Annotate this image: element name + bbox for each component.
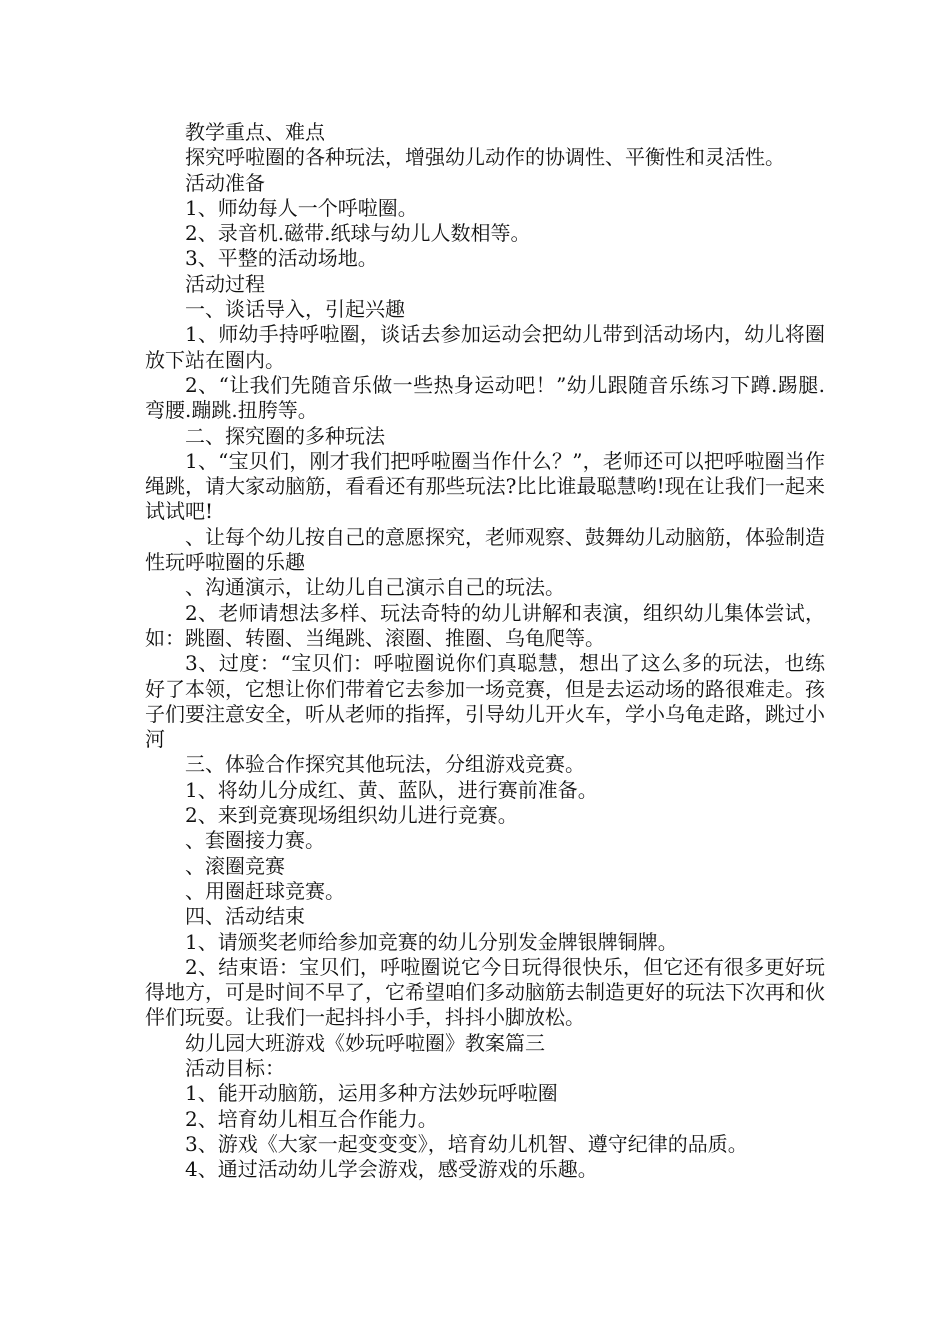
subsection-heading: 四、活动结束 (185, 904, 305, 929)
subsection-heading: 二、探究圈的多种玩法 (185, 423, 385, 448)
section-heading-preparation: 活动准备 (185, 170, 265, 195)
list-item: 、让每个幼儿按自己的意愿探究，老师观察、鼓舞幼儿动脑筋，体验制造性玩呼啦圈的乐趣 (145, 524, 825, 575)
list-item: 2、录音机.磁带.纸球与幼儿人数相等。 (185, 221, 531, 246)
list-item: 、用圈赶球竞赛。 (185, 878, 345, 903)
section-heading-process: 活动过程 (185, 271, 265, 296)
section-heading-focus: 教学重点、难点 (185, 120, 325, 144)
list-item: 、套圈接力赛。 (185, 828, 325, 853)
list-item: 3、游戏《大家一起变变变》，培育幼儿机智、遵守纪律的品质。 (185, 1131, 748, 1156)
list-item: 3、平整的活动场地。 (185, 246, 378, 271)
list-item: 2、结束语：宝贝们，呼啦圈说它今日玩得很快乐，但它还有很多更好玩得地方，可是时间不早了，它希望咱们多动脑筋去制造更好的玩法下次再和伙伴们玩耍。让我们一起抖抖小手，抖抖小脚放松。 (145, 954, 825, 1030)
list-item: 、滚圈竞赛 (185, 853, 285, 878)
list-item: 1、请颁奖老师给参加竞赛的幼儿分别发金牌银牌铜牌。 (185, 929, 678, 954)
document-body (145, 120, 825, 1182)
section-heading-goals: 活动目标： (185, 1055, 285, 1080)
list-item: 1、“宝贝们，刚才我们把呼啦圈当作什么？”，老师还可以把呼啦圈当作绳跳，请大家动脑筋，看看还有那些玩法?比比谁最聪慧哟!现在让我们一起来试试吧! (145, 448, 825, 524)
list-item: 4、通过活动幼儿学会游戏，感受游戏的乐趣。 (185, 1157, 598, 1182)
list-item: 2、培育幼儿相互合作能力。 (185, 1106, 438, 1131)
list-item: 1、师幼每人一个呼啦圈。 (185, 195, 418, 220)
paragraph: 探究呼啦圈的各种玩法，增强幼儿动作的协调性、平衡性和灵活性。 (185, 145, 785, 170)
subsection-heading: 一、谈话导入，引起兴趣 (185, 297, 405, 322)
subsection-heading: 三、体验合作探究其他玩法，分组游戏竞赛。 (185, 752, 585, 777)
list-item: 1、能开动脑筋，运用多种方法妙玩呼啦圈 (185, 1081, 558, 1106)
list-item: 2、老师请想法多样、玩法奇特的幼儿讲解和表演，组织幼儿集体尝试，如：跳圈、转圈、当绳跳、滚圈、推圈、乌龟爬等。 (145, 600, 825, 650)
article-title-part-three: 幼儿园大班游戏《妙玩呼啦圈》教案篇三 (185, 1030, 545, 1055)
list-item: 3、过度：“宝贝们：呼啦圈说你们真聪慧，想出了这么多的玩法，也练好了本领，它想让你们带着它去参加一场竞赛，但是去运动场的路很难走。孩子们要注意安全，听从老师的指挥，引导幼儿开火车，学小乌龟走路，跳过小河 (145, 651, 825, 752)
list-item: 2、“让我们先随音乐做一些热身运动吧！”幼儿跟随音乐练习下蹲.踢腿.弯腰.蹦跳.扭胯等。 (145, 372, 825, 423)
list-item: 1、将幼儿分成红、黄、蓝队，进行赛前准备。 (185, 777, 598, 802)
list-item: 1、师幼手持呼啦圈，谈话去参加运动会把幼儿带到活动场内，幼儿将圈放下站在圈内。 (145, 322, 825, 372)
list-item: 、沟通演示，让幼儿自己演示自己的玩法。 (185, 575, 565, 600)
list-item: 2、来到竞赛现场组织幼儿进行竞赛。 (185, 803, 518, 828)
